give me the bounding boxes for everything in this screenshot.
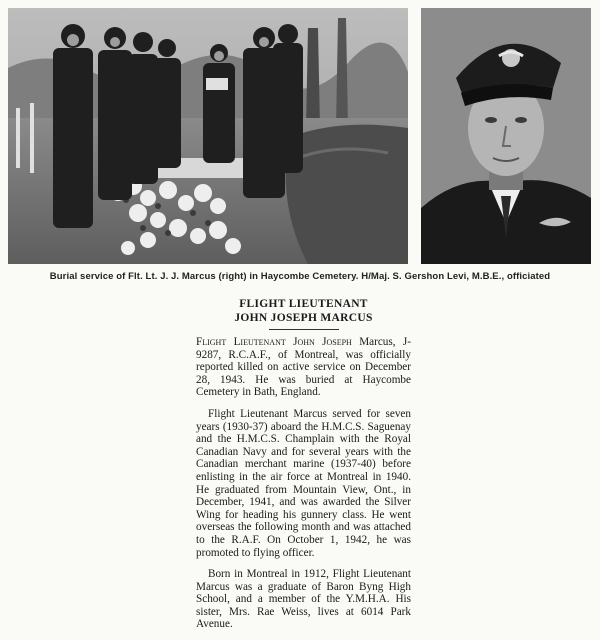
officer-portrait-image (421, 8, 591, 264)
headline-line-rank: FLIGHT LIEUTENANT (239, 298, 368, 310)
paragraph-intro (196, 336, 411, 399)
portrait-photo (421, 8, 591, 264)
paragraph-intro-smallcaps: Flight Lieutenant John Joseph (196, 336, 352, 348)
burial-scene-image (8, 8, 408, 264)
headline-divider (269, 329, 339, 330)
article-headline (196, 297, 411, 325)
paragraph-biography: Born in Montreal in 1912, Flight Lieutenant Marcus was a graduate of Baron Byng High School, and a member of the Y.M.H.A. His sister, Mrs. Rae Weiss, lives at 6014 Park Avenue. (196, 568, 411, 631)
paragraph-service: Flight Lieutenant Marcus served for seven years (1930-37) aboard the H.M.C.S. Saguenay and the H.M.C.S. Champlain with the Royal Canadian Navy and for several years with the Canadian merchant marine (1937-40) before enlisting in the air force at Montreal in 1940. He graduated from Mountain View, Ont., in December, 1941, and was awarded the Silver Wing for heading his gunnery class. He went overseas the following month and was attached to the R.A.F. On October 1, 1942, he was promoted to flying officer. (196, 407, 411, 559)
photo-caption: Burial service of Flt. Lt. J. J. Marcus (right) in Haycombe Cemetery. H/Maj. S. Gershon Levi, M.B.E., officiated (49, 271, 551, 282)
paragraph-intro-body: Marcus, J-9287, R.C.A.F., of Montreal, was officially reported killed on active service on December 28, 1943. He was buried at Haycombe Cemetery in Bath, England. (196, 336, 411, 399)
obituary-article (196, 297, 411, 640)
headline-line-name: JOHN JOSEPH MARCUS (234, 312, 373, 324)
burial-service-photo (8, 8, 408, 264)
